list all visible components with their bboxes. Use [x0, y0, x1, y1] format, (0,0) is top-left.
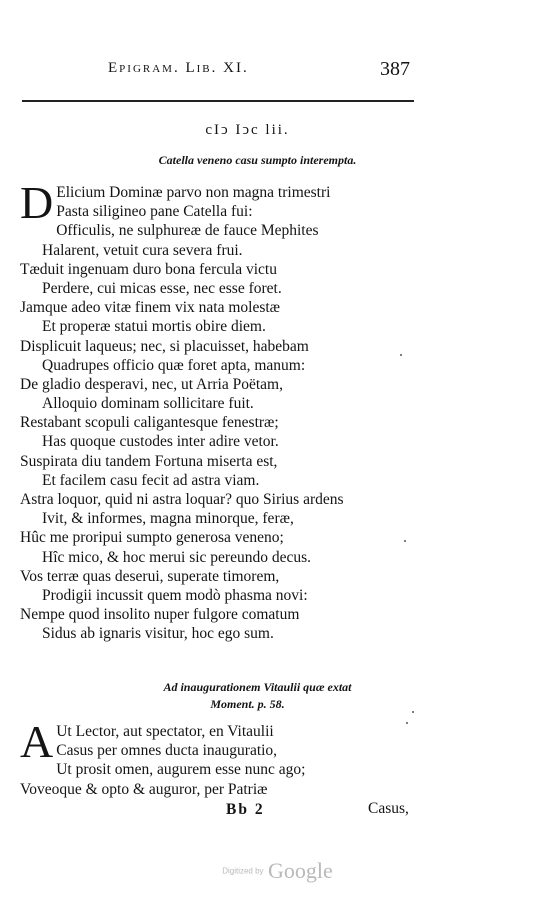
verse-line: [20, 452, 420, 471]
verse-text: Suspirata diu tandem Fortuna miserta est,: [20, 452, 278, 470]
verse-line: [20, 221, 420, 240]
verse-text: Voveoque & opto & auguror, per Patriæ: [20, 780, 268, 798]
verse-line: [20, 337, 420, 356]
epigram-title: Catella veneno casu sumpto interempta.: [158, 153, 357, 167]
verse-text: Alloquio dominam sollicitare fuit.: [42, 395, 254, 413]
verse-line: [20, 624, 420, 643]
verse-text: Prodigii incussit quem modò phasma novi:: [42, 586, 308, 604]
verse-line: [20, 317, 420, 336]
verse-line: [20, 760, 420, 779]
epigram2-title-line-2: Moment. p. 58.: [210, 697, 285, 711]
epigram-number: cIↄ Iↄc lii.: [205, 122, 290, 138]
verse-text: Has quoque custodes inter adire vetor.: [42, 433, 279, 451]
verse-line: [20, 490, 420, 509]
page-number: 387: [380, 58, 410, 80]
verse-text: Perdere, cui micas esse, nec esse foret.: [42, 279, 282, 297]
verse-text: Displicuit laqueus; nec, si placuisset, habebam: [20, 337, 309, 355]
verse-text: Et facilem casu fecit ad astra viam.: [42, 471, 260, 489]
verse-line: [20, 413, 420, 432]
verse-text: Quadrupes officio quæ foret apta, manum:: [42, 356, 306, 374]
verse-text: Tæduit ingenuam duro bona fercula victu: [20, 260, 277, 278]
verse-line: [20, 202, 420, 221]
catchword: Casus,: [368, 800, 409, 817]
verse-line: [20, 528, 420, 547]
verse-text: Halarent, vetuit cura severa frui.: [42, 241, 243, 259]
ink-speck: [400, 354, 402, 356]
verse-text: Ivit, & informes, magna minorque, feræ,: [42, 510, 294, 528]
verse-line: [20, 567, 420, 586]
running-title: Epigram. Lib. XI.: [108, 60, 249, 76]
verse-line: [20, 586, 420, 605]
verse-line: [20, 471, 420, 490]
google-logo: Google: [268, 858, 333, 883]
drop-cap: D: [20, 177, 54, 228]
verse-text: Ut prosit omen, augurem esse nunc ago;: [56, 761, 306, 779]
header-rule: [22, 100, 414, 102]
verse-text: Vos terræ quas deserui, superate timorem,: [20, 567, 280, 585]
verse-line: [20, 432, 420, 451]
ink-speck: [412, 711, 414, 713]
digitized-prefix: Digitized by: [222, 866, 264, 876]
verse-line: [20, 605, 420, 624]
verse-text: Restabant scopuli caligantesque fenestræ;: [20, 414, 279, 432]
verse-line: [20, 780, 420, 799]
verse-text: Hûc me proripui sumpto generosa veneno;: [20, 529, 284, 547]
epigram-text: [20, 177, 420, 644]
verse-text: Astra loquor, quid ni astra loquar? quo Sirius ardens: [20, 491, 344, 508]
verse-line: [20, 241, 420, 260]
ink-speck: [404, 540, 406, 542]
drop-cap: A: [20, 716, 54, 767]
verse-text: Officulis, ne sulphureæ de fauce Mephites: [56, 222, 319, 240]
ink-speck: [406, 722, 408, 724]
verse-text: Nempe quod insolito nuper fulgore comatum: [20, 606, 300, 624]
verse-line: [20, 375, 420, 394]
verse-text: Hîc mico, & hoc merui sic pereundo decus.: [42, 548, 312, 566]
verse-text: Sidus ab ignaris visitur, hoc ego sum.: [42, 625, 274, 643]
verse-line: [20, 741, 420, 760]
verse-line: [20, 279, 420, 298]
verse-line: [20, 394, 420, 413]
verse-line: [20, 356, 420, 375]
verse-text: Casus per omnes ducta inauguratio,: [56, 742, 278, 760]
verse-line: [20, 260, 420, 279]
verse-text: Jamque adeo vitæ finem vix nata molestæ: [20, 299, 281, 317]
verse-text: Pasta siligineo pane Catella fui:: [56, 203, 253, 221]
digitized-watermark: [0, 858, 555, 884]
verse-text: Elicium Dominæ parvo non magna trimestri: [56, 184, 331, 201]
verse-text: Ut Lector, aut spectator, en Vitaulii: [56, 723, 274, 740]
epigram2-title-line-1: Ad inaugurationem Vitaulii quæ extat: [163, 680, 352, 694]
verse-text: Et properæ statui mortis obire diem.: [42, 318, 266, 336]
epigram2-text: [20, 716, 420, 799]
verse-line: [20, 548, 420, 567]
verse-line: [20, 298, 420, 317]
verse-line: [20, 509, 420, 528]
signature-mark: Bb 2: [226, 801, 265, 818]
verse-text: De gladio desperavi, nec, ut Arria Poëtam,: [20, 375, 283, 393]
